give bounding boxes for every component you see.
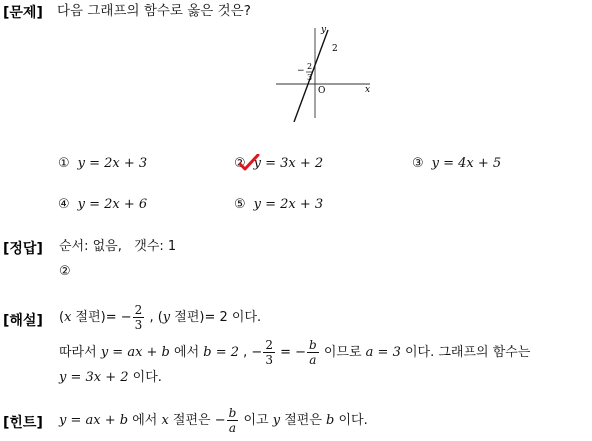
origin-label: O — [318, 86, 326, 96]
fraction: $\frac{b}{a}$ — [228, 406, 237, 435]
x-intercept-sign: − — [297, 66, 305, 76]
explanation-line-3: y = 3x + 2 이다. — [59, 370, 162, 385]
choice-2[interactable]: ② y = 3x + 2 — [234, 155, 323, 173]
choice-4[interactable]: ④ y = 2x + 6 — [58, 197, 148, 212]
x-intercept-den: 3 — [307, 73, 313, 82]
explanation-label: [해설] — [3, 313, 43, 329]
answer-meta: 순서: 없음, 갯수: 1 — [59, 239, 177, 254]
fraction: $\frac{b}{a}$ — [309, 338, 317, 367]
hint-label: [힌트] — [3, 415, 43, 431]
x-axis-label: x — [365, 85, 371, 95]
question-prompt: 다음 그래프의 함수로 옳은 것은? — [57, 3, 251, 19]
y-intercept-label: 2 — [332, 44, 338, 54]
fraction: $\frac{2}{3}$ — [134, 303, 143, 332]
question-label: [문제] — [3, 5, 43, 21]
choice-3[interactable]: ③ y = 4x + 5 — [412, 156, 502, 171]
x-intercept-num: 2 — [307, 62, 313, 71]
choice-1[interactable]: ① y = 2x + 3 — [58, 156, 148, 171]
hint-line: y = ax + b 에서 x 절편은 − $\frac{b}{a}$ 이고 y 절편은 b 이다. — [59, 406, 368, 435]
explanation-line-1: (x 절편)= − $\frac{2}{3}$ , (y 절편)= 2 이다. — [59, 303, 262, 332]
choice-5[interactable]: ⑤ y = 2x + 3 — [234, 197, 324, 212]
linear-function-graph — [270, 22, 380, 122]
explanation-line-2: 따라서 y = ax + b 에서 b = 2 , − $\frac{2}{3}$ = − $\frac{b}{a}$ 이므로 a = 3 이다. 그래프의 함수는 — [59, 338, 531, 367]
y-axis-label: y — [321, 25, 327, 35]
checkmark-icon — [238, 154, 260, 174]
answer-label: [정답] — [3, 241, 43, 257]
answer-value: ② — [59, 264, 71, 279]
fraction: $\frac{2}{3}$ — [265, 338, 273, 367]
